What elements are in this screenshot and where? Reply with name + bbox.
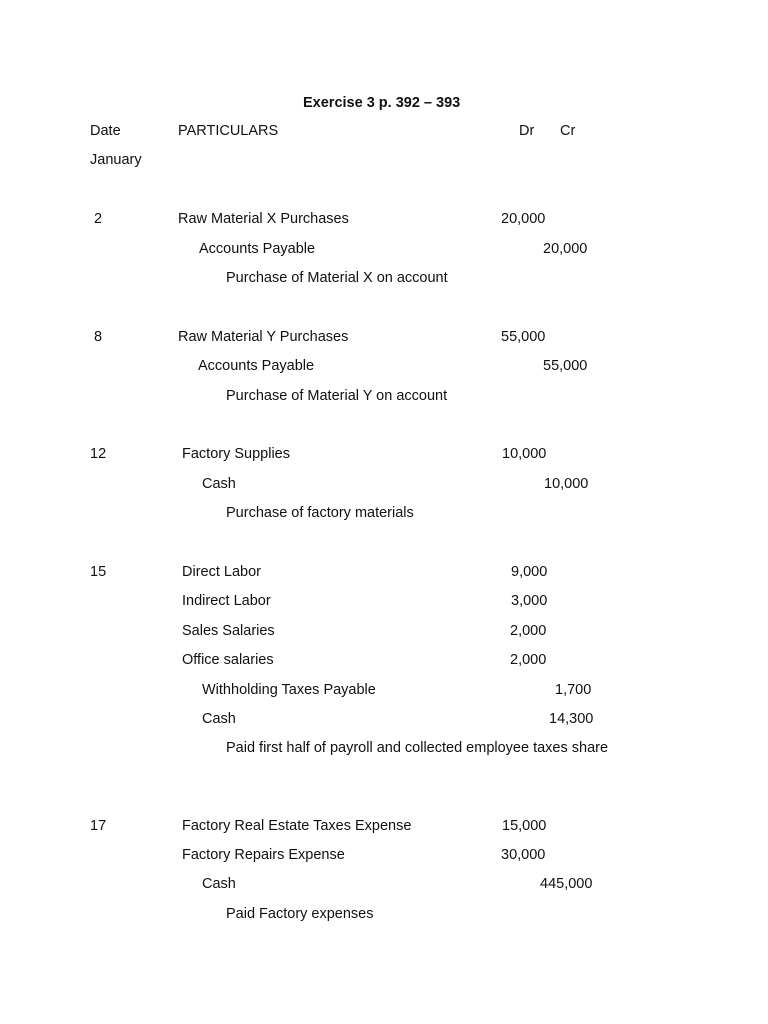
credit-account: Accounts Payable xyxy=(198,358,315,374)
debit-amount: 2,000 xyxy=(510,652,547,668)
credit-amount: 55,000 xyxy=(543,358,588,374)
debit-amount: 10,000 xyxy=(502,446,547,462)
debit-account: Factory Supplies xyxy=(182,446,290,462)
column-header-particulars: PARTICULARS xyxy=(178,123,279,139)
column-header-date: Date xyxy=(90,123,121,139)
credit-account: Accounts Payable xyxy=(199,241,316,257)
column-header-debit: Dr xyxy=(519,123,535,139)
entry-memo: Purchase of Material X on account xyxy=(226,270,448,286)
entry-date: 8 xyxy=(94,329,103,345)
entry-date: 12 xyxy=(90,446,107,462)
credit-amount: 1,700 xyxy=(555,682,592,698)
entry-memo: Paid first half of payroll and collected employee taxes share xyxy=(226,740,609,756)
debit-amount: 2,000 xyxy=(510,623,547,639)
credit-amount: 445,000 xyxy=(540,876,593,892)
entry-date: 15 xyxy=(90,564,107,580)
debit-account: Office salaries xyxy=(182,652,274,668)
debit-account: Sales Salaries xyxy=(182,623,275,639)
debit-amount: 20,000 xyxy=(501,211,546,227)
credit-account: Cash xyxy=(202,876,236,892)
entry-memo: Purchase of Material Y on account xyxy=(226,388,448,404)
entry-memo: Paid Factory expenses xyxy=(226,906,374,922)
entry-memo: Purchase of factory materials xyxy=(226,505,414,521)
debit-amount: 55,000 xyxy=(501,329,546,345)
credit-amount: 20,000 xyxy=(543,241,588,257)
debit-amount: 15,000 xyxy=(502,818,547,834)
entry-date: 17 xyxy=(90,818,107,834)
debit-account: Direct Labor xyxy=(182,564,261,580)
credit-amount: 14,300 xyxy=(549,711,594,727)
debit-account: Factory Real Estate Taxes Expense xyxy=(182,818,412,834)
debit-account: Raw Material X Purchases xyxy=(178,211,349,227)
debit-amount: 30,000 xyxy=(501,847,546,863)
credit-account: Cash xyxy=(202,476,236,492)
debit-amount: 3,000 xyxy=(511,593,548,609)
credit-account: Withholding Taxes Payable xyxy=(202,682,376,698)
debit-amount: 9,000 xyxy=(511,564,548,580)
debit-account: Raw Material Y Purchases xyxy=(178,329,349,345)
debit-account: Factory Repairs Expense xyxy=(182,847,345,863)
column-header-credit: Cr xyxy=(560,123,576,139)
page-title: Exercise 3 p. 392 – 393 xyxy=(303,95,461,111)
credit-account: Cash xyxy=(202,711,236,727)
debit-account: Indirect Labor xyxy=(182,593,271,609)
credit-amount: 10,000 xyxy=(544,476,589,492)
month-label: January xyxy=(90,152,142,168)
entry-date: 2 xyxy=(94,211,103,227)
